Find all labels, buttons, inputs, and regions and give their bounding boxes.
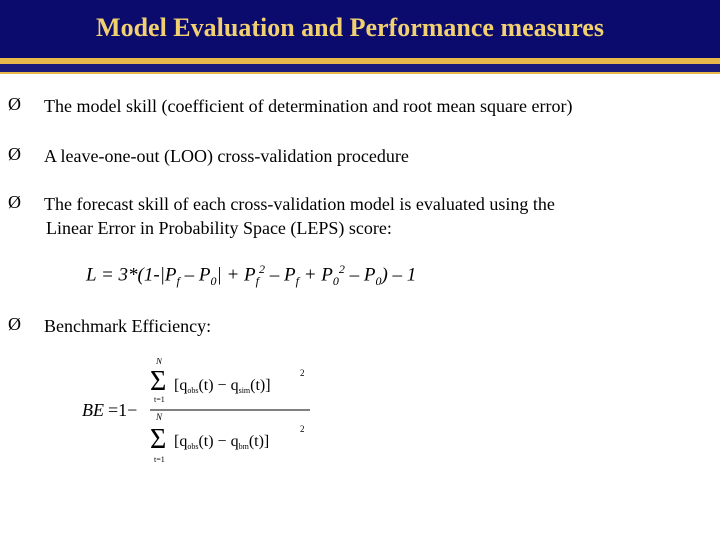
den-sigma-icon: Σ: [150, 424, 167, 455]
bullet-arrow-icon: Ø: [8, 94, 21, 114]
den-sum-lower: t=1: [154, 455, 165, 464]
den-power: 2: [300, 424, 305, 434]
bullet-forecast-skill-cont: Linear Error in Probability Space (LEPS) score:: [46, 218, 392, 238]
num-sum-upper: N: [156, 358, 163, 366]
header-rule-blue: [0, 64, 720, 72]
num-power: 2: [300, 368, 305, 378]
num-sigma-icon: Σ: [150, 366, 167, 397]
benchmark-efficiency-formula: [80, 358, 340, 468]
num-body: [qobs(t) − qsim(t)]: [174, 377, 271, 395]
bullet-arrow-icon: Ø: [8, 314, 21, 334]
bullet-forecast-skill: The forecast skill of each cross-validation model is evaluated using the: [44, 194, 555, 214]
den-sum-upper: N: [156, 412, 163, 422]
bullet-model-skill: The model skill (coefficient of determination and root mean square error): [44, 96, 573, 116]
bullet-benchmark: Benchmark Efficiency:: [44, 316, 212, 336]
slide-title: Model Evaluation and Performance measures: [96, 13, 604, 42]
bullet-loo: A leave-one-out (LOO) cross-validation procedure: [44, 146, 409, 166]
be-lhs: BE: [82, 400, 104, 420]
be-eq: =1−: [108, 400, 138, 420]
header-rule-gold-thin: [0, 72, 720, 74]
num-sum-lower: t=1: [154, 395, 165, 404]
bullet-arrow-icon: Ø: [8, 144, 21, 164]
leps-formula: $L = 3*(1-|P_f - P_0| + P_f^2 - P_f + P_0^2 - P_0) - 1$: [86, 262, 417, 289]
title-bar: [0, 0, 720, 58]
den-body: [qobs(t) − qbm(t)]: [174, 433, 270, 451]
bullet-arrow-icon: Ø: [8, 192, 21, 212]
